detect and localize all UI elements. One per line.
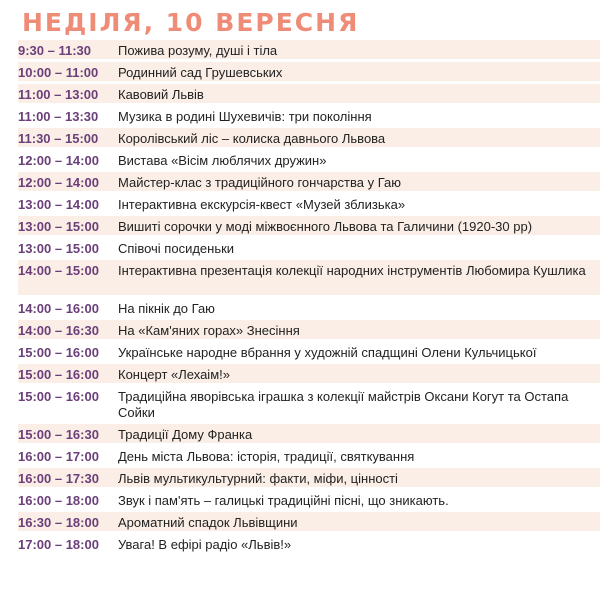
schedule-list bbox=[18, 40, 600, 556]
schedule-row bbox=[18, 320, 600, 339]
event-title: День міста Львова: історія, традиції, святкування bbox=[118, 449, 415, 464]
schedule-row bbox=[18, 216, 600, 235]
event-title: Інтерактивна презентація колекції народних інструментів Любомира Кушлика bbox=[118, 263, 586, 278]
event-title: Кавовий Львів bbox=[118, 87, 204, 102]
event-time: 10:00 – 11:00 bbox=[18, 65, 99, 80]
event-title: Пожива розуму, душі і тіла bbox=[118, 43, 278, 58]
event-time: 11:30 – 15:00 bbox=[18, 131, 99, 146]
event-time: 12:00 – 14:00 bbox=[18, 175, 99, 190]
event-time: 16:00 – 18:00 bbox=[18, 493, 99, 508]
schedule-row bbox=[18, 468, 600, 487]
event-title: На «Кам'яних горах» Знесіння bbox=[118, 323, 300, 338]
event-title: Українське народне вбрання у художній спадщині Олени Кульчицької bbox=[118, 345, 537, 360]
event-time: 16:00 – 17:30 bbox=[18, 471, 99, 486]
event-time: 15:00 – 16:30 bbox=[18, 427, 99, 442]
schedule-row bbox=[18, 62, 600, 81]
event-title: Концерт «Лехаім!» bbox=[118, 367, 230, 382]
schedule-row bbox=[18, 238, 600, 257]
event-title: Львів мультикультурний: факти, міфи, цінності bbox=[118, 471, 398, 486]
event-time: 16:30 – 18:00 bbox=[18, 515, 99, 530]
schedule-row bbox=[18, 490, 600, 509]
schedule-row bbox=[18, 342, 600, 361]
event-time: 13:00 – 15:00 bbox=[18, 241, 99, 256]
schedule-row bbox=[18, 150, 600, 169]
event-time: 17:00 – 18:00 bbox=[18, 537, 99, 552]
schedule-row bbox=[18, 40, 600, 59]
event-time: 15:00 – 16:00 bbox=[18, 345, 99, 360]
schedule-row bbox=[18, 128, 600, 147]
event-time: 15:00 – 16:00 bbox=[18, 367, 99, 382]
event-title: Музика в родині Шухевичів: три покоління bbox=[118, 109, 372, 124]
event-time: 11:00 – 13:30 bbox=[18, 109, 99, 124]
event-time: 14:00 – 15:00 bbox=[18, 263, 99, 278]
event-time: 9:30 – 11:30 bbox=[18, 43, 92, 58]
event-time: 16:00 – 17:00 bbox=[18, 449, 99, 464]
event-title: Родинний сад Грушевських bbox=[118, 65, 283, 80]
event-time: 14:00 – 16:30 bbox=[18, 323, 99, 338]
event-title: Вишиті сорочки у моді міжвоєнного Львова та Галичини (1920-30 рр) bbox=[118, 219, 533, 234]
event-time: 12:00 – 14:00 bbox=[18, 153, 99, 168]
event-time: 13:00 – 14:00 bbox=[18, 197, 99, 212]
event-title: Королівський ліс – колиска давнього Львова bbox=[118, 131, 386, 146]
event-time: 11:00 – 13:00 bbox=[18, 87, 99, 102]
schedule-row bbox=[18, 172, 600, 191]
schedule-row bbox=[18, 512, 600, 531]
schedule-row bbox=[18, 298, 600, 317]
event-title: Ароматний спадок Львівщини bbox=[118, 515, 298, 530]
event-title: Інтерактивна екскурсія-квест «Музей зблизька» bbox=[118, 197, 406, 212]
schedule-row bbox=[18, 386, 600, 421]
event-title: Традиції Дому Франка bbox=[118, 427, 253, 442]
event-title: На пікнік до Гаю bbox=[118, 301, 215, 316]
event-title: Майстер-клас з традиційного гончарства у Гаю bbox=[118, 175, 402, 190]
event-title: Увага! В ефірі радіо «Львів!» bbox=[118, 537, 292, 552]
schedule-row bbox=[18, 534, 600, 553]
event-time: 15:00 – 16:00 bbox=[18, 389, 99, 404]
schedule-row bbox=[18, 446, 600, 465]
page-title: НЕДІЛЯ, 10 ВЕРЕСНЯ bbox=[22, 8, 360, 37]
event-title: Вистава «Вісім люблячих дружин» bbox=[118, 153, 327, 168]
event-title: Звук і пам'ять – галицькі традиційні пісні, що зникають. bbox=[118, 493, 449, 508]
event-title: Традиційна яворівська іграшка з колекції майстрів Оксани Когут та Остапа Сойки bbox=[118, 389, 569, 420]
event-title: Співочі посиденьки bbox=[118, 241, 235, 256]
schedule-row bbox=[18, 194, 600, 213]
schedule-row bbox=[18, 84, 600, 103]
schedule-row bbox=[18, 424, 600, 443]
schedule-row bbox=[18, 364, 600, 383]
event-time: 13:00 – 15:00 bbox=[18, 219, 99, 234]
schedule-row bbox=[18, 106, 600, 125]
schedule-row bbox=[18, 260, 600, 295]
event-time: 14:00 – 16:00 bbox=[18, 301, 99, 316]
